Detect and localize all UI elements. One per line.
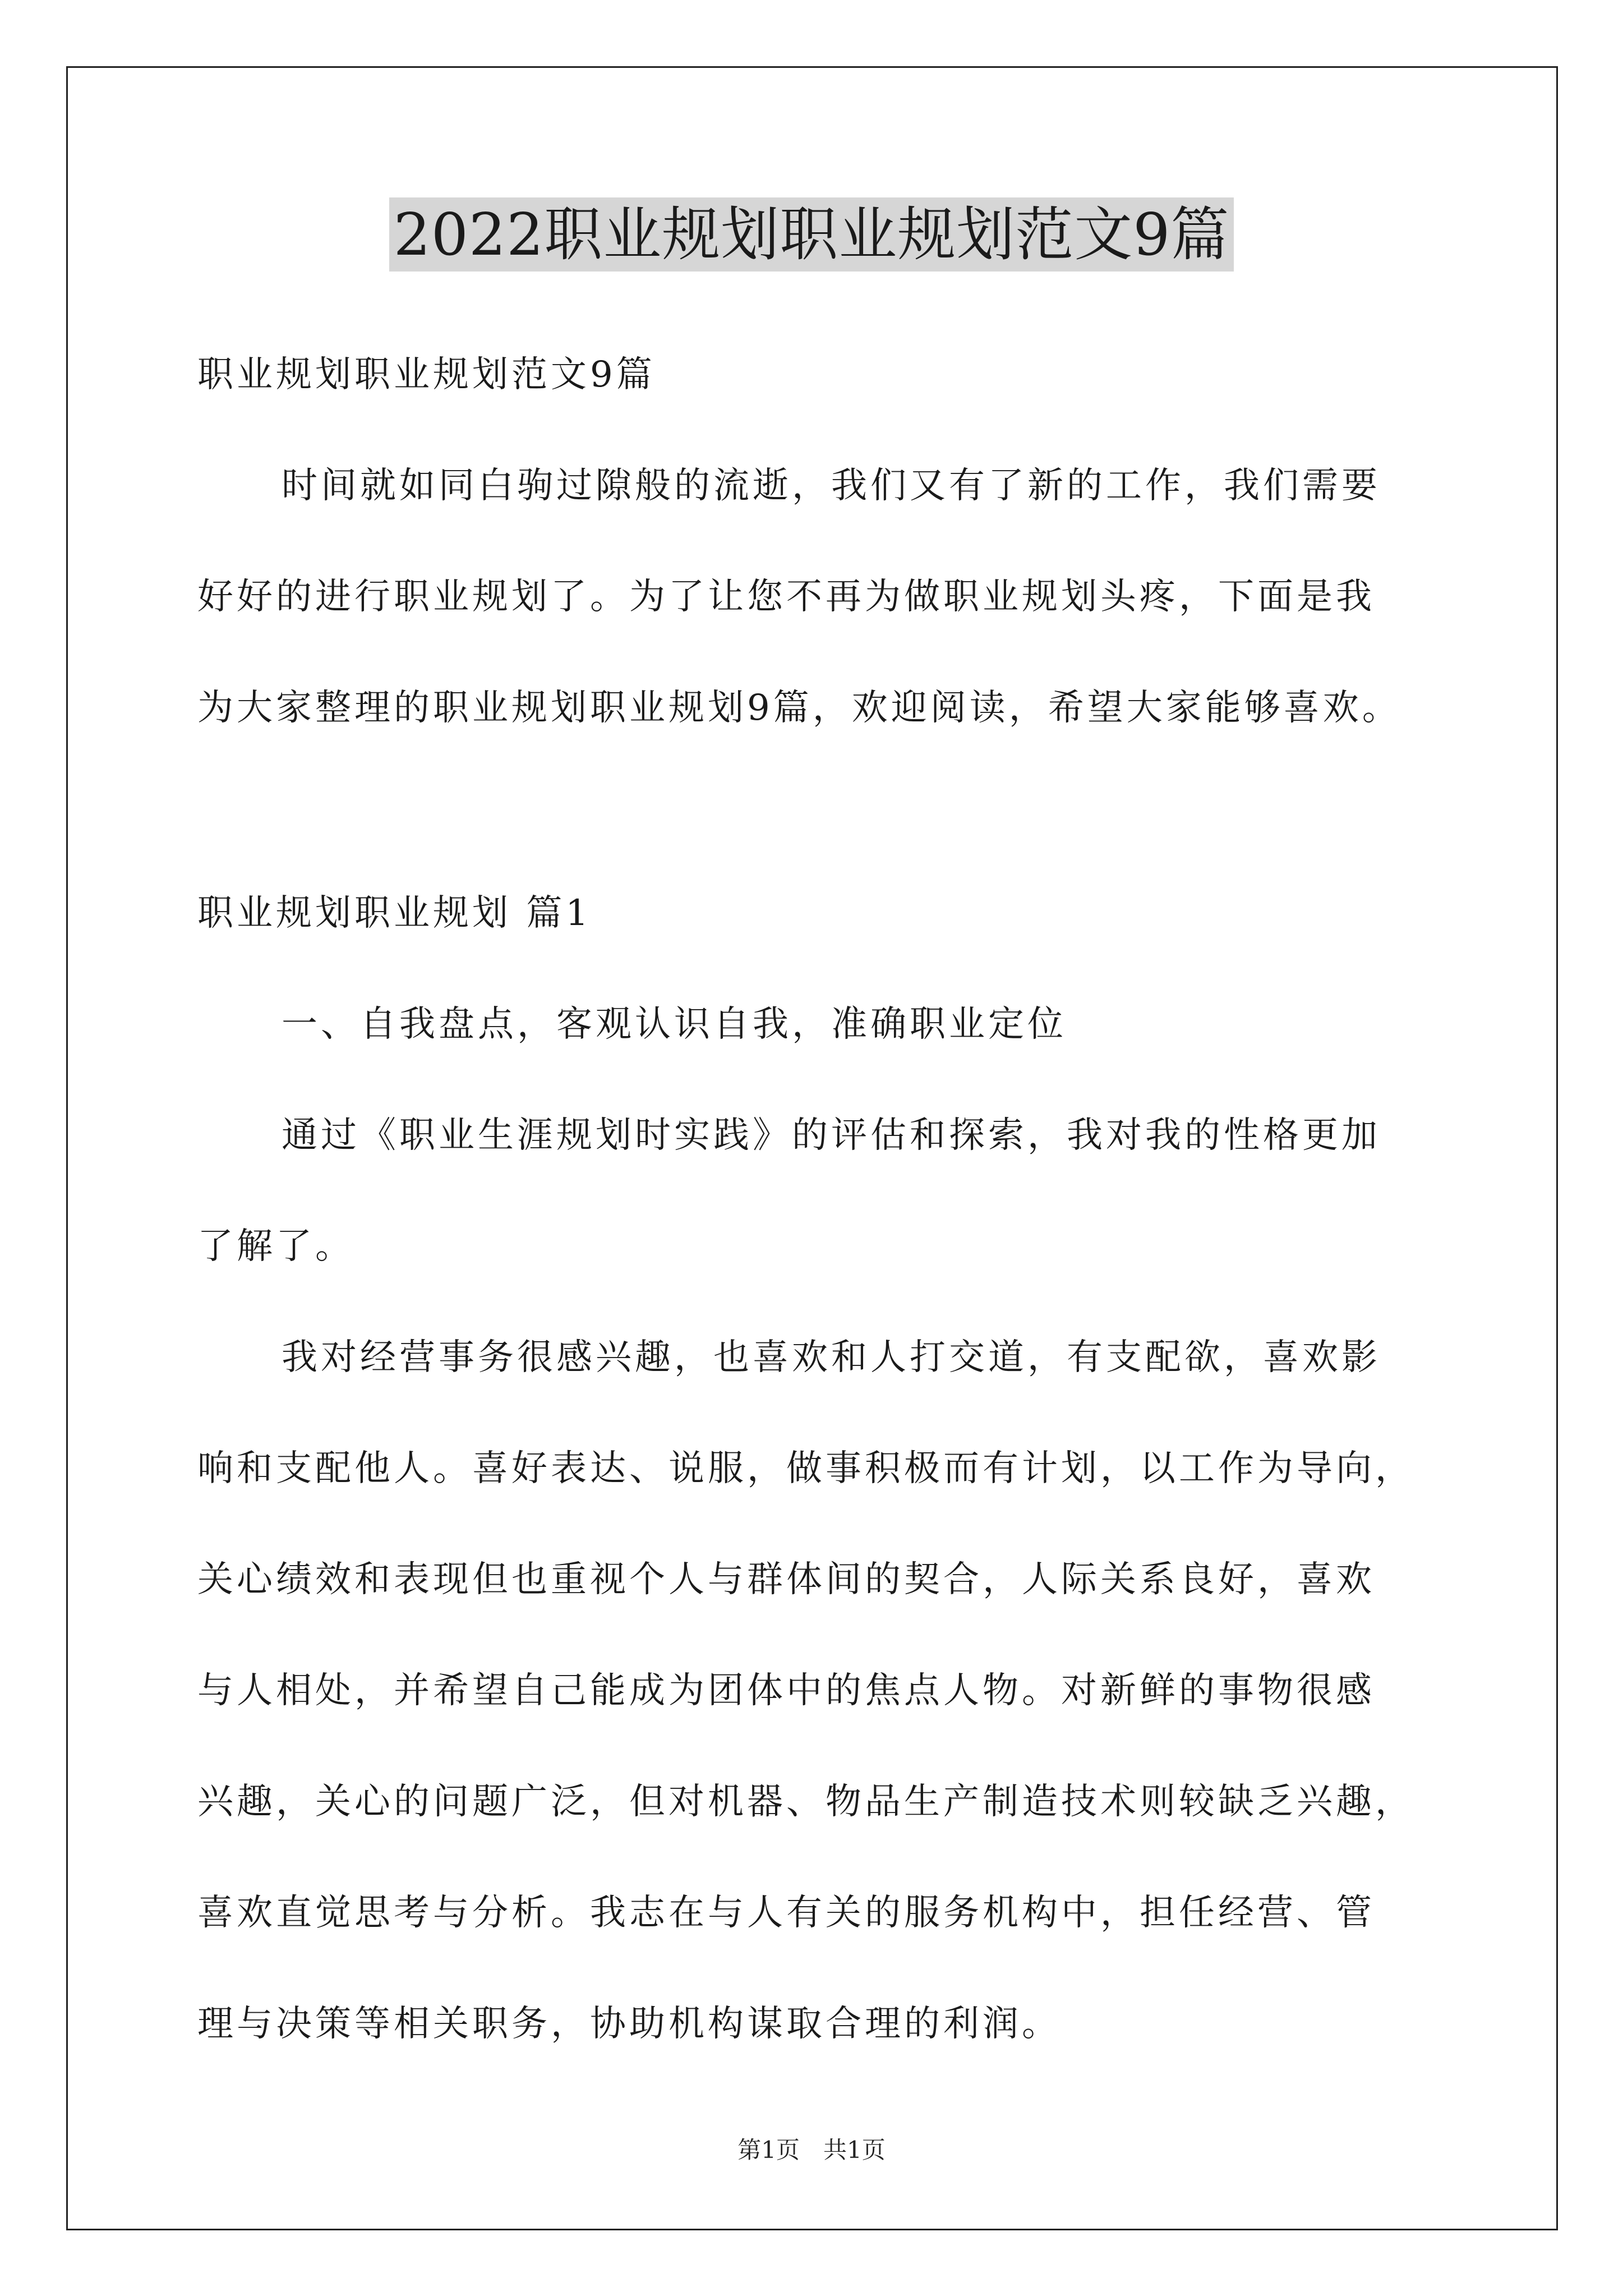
point-heading: 一、自我盘点，客观认识自我，准确职业定位	[282, 1004, 1067, 1045]
paragraph-line: 响和支配他人。喜好表达、说服，做事积极而有计划，以工作为导向，	[197, 1448, 1414, 1489]
intro-line: 好好的进行职业规划了。为了让您不再为做职业规划头疼，下面是我	[197, 576, 1375, 618]
paragraph-line: 理与决策等相关职务，协助机构谋取合理的利润。	[197, 2003, 1061, 2045]
paragraph-line: 喜欢直觉思考与分析。我志在与人有关的服务机构中，担任经营、管	[197, 1892, 1375, 1934]
paragraph-line: 了解了。	[197, 1226, 354, 1267]
paragraph-line: 与人相处，并希望自己能成为团体中的焦点人物。对新鲜的事物很感	[197, 1670, 1375, 1711]
subtitle: 职业规划职业规划范文9篇	[197, 354, 656, 395]
paragraph-line: 关心绩效和表现但也重视个人与群体间的契合，人际关系良好，喜欢	[197, 1559, 1375, 1600]
section-heading: 职业规划职业规划 篇1	[197, 892, 592, 934]
document-title: 2022职业规划职业规划范文9篇	[389, 197, 1234, 272]
paragraph-line: 通过《职业生涯规划时实践》的评估和探索，我对我的性格更加	[282, 1115, 1381, 1156]
paragraph-line: 兴趣，关心的问题广泛，但对机器、物品生产制造技术则较缺乏兴趣，	[197, 1781, 1414, 1823]
page-footer: 第1页 共1页	[737, 2136, 886, 2164]
title-container	[0, 197, 1623, 272]
intro-line: 时间就如同白驹过隙般的流逝，我们又有了新的工作，我们需要	[282, 465, 1381, 507]
paragraph-line: 我对经营事务很感兴趣，也喜欢和人打交道，有支配欲，喜欢影	[282, 1337, 1381, 1378]
intro-line: 为大家整理的职业规划职业规划9篇，欢迎阅读，希望大家能够喜欢。	[197, 687, 1401, 729]
